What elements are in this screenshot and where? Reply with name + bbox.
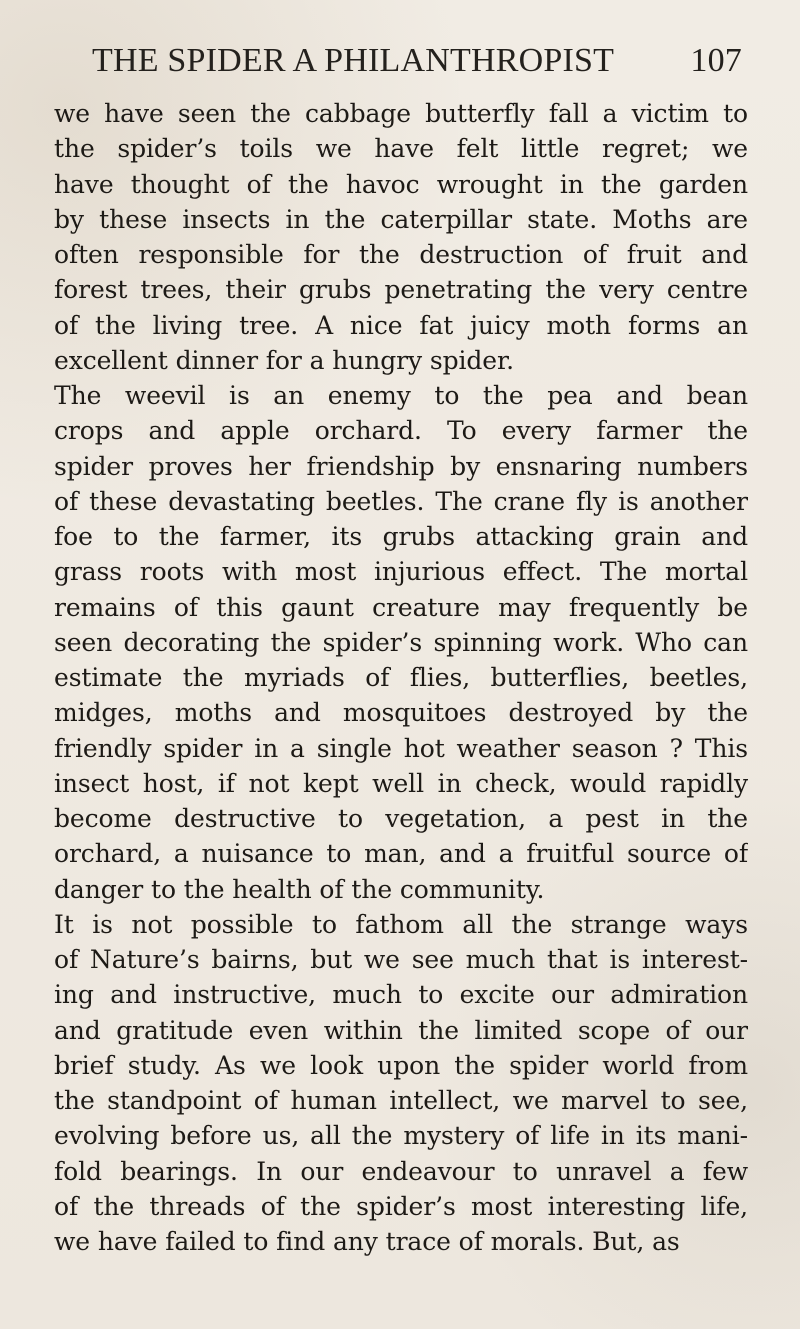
running-head-title: THE SPIDER A PHILANTHROPIST — [92, 42, 615, 79]
text-line: we have failed to find any trace of morals. But, as — [54, 1227, 680, 1256]
text-line: of Nature’s bairns, but we see much that is interest- — [54, 945, 748, 974]
text-line: excellent dinner for a hungry spider. — [54, 345, 514, 375]
text-line: friendly spider in a single hot weather season ? This — [54, 733, 748, 763]
text-line: often responsible for the destruction of fruit and — [54, 240, 748, 269]
text-line: of the threads of the spider’s most interesting life, — [54, 1191, 748, 1221]
text-line: foe to the farmer, its grubs attacking grain and — [54, 522, 748, 551]
text-line: remains of this gaunt creature may frequently be — [54, 592, 748, 622]
text-line: spider proves her friendship by ensnaring numbers — [54, 451, 748, 481]
text-line: orchard, a nuisance to man, and a fruitful source of — [54, 839, 748, 869]
text-line: seen decorating the spider’s spinning work. Who can — [54, 627, 748, 657]
page-number: 107 — [690, 42, 742, 79]
text-line: have thought of the havoc wrought in the garden — [54, 169, 748, 199]
text-line: the spider’s toils we have felt little regret; we — [54, 134, 748, 164]
text-line: we have seen the cabbage butterfly fall a victim to — [54, 99, 748, 128]
text-line: of the living tree. A nice fat juicy moth forms an — [54, 310, 748, 340]
text-line: and gratitude even within the limited scope of our — [54, 1015, 748, 1045]
text-line: evolving before us, all the mystery of life in its mani- — [54, 1121, 748, 1151]
text-line: brief study. As we look upon the spider world from — [54, 1050, 748, 1080]
text-line: the standpoint of human intellect, we marvel to see, — [54, 1086, 748, 1115]
text-line: become destructive to vegetation, a pest in the — [54, 804, 748, 833]
text-line: It is not possible to fathom all the strange ways — [54, 909, 748, 939]
text-line: fold bearings. In our endeavour to unravel a few — [54, 1156, 748, 1186]
text-line: crops and apple orchard. To every farmer the — [54, 416, 748, 446]
text-line: by these insects in the caterpillar state. Moths are — [54, 204, 748, 234]
text-line: insect host, if not kept well in check, would rapidly — [54, 768, 748, 798]
text-line: forest trees, their grubs penetrating the very centre — [54, 275, 748, 305]
text-line: grass roots with most injurious effect. The mortal — [54, 557, 748, 587]
text-line: The weevil is an enemy to the pea and bean — [54, 381, 748, 410]
text-line: of these devastating beetles. The crane fly is another — [54, 486, 748, 516]
running-head — [92, 42, 742, 88]
text-line: ing and instructive, much to excite our admiration — [54, 980, 748, 1010]
text-line: danger to the health of the community. — [54, 874, 545, 904]
page-body-text — [54, 96, 748, 1259]
text-line: midges, moths and mosquitoes destroyed by the — [54, 698, 748, 728]
text-line: estimate the myriads of flies, butterflies, beetles, — [54, 663, 748, 692]
